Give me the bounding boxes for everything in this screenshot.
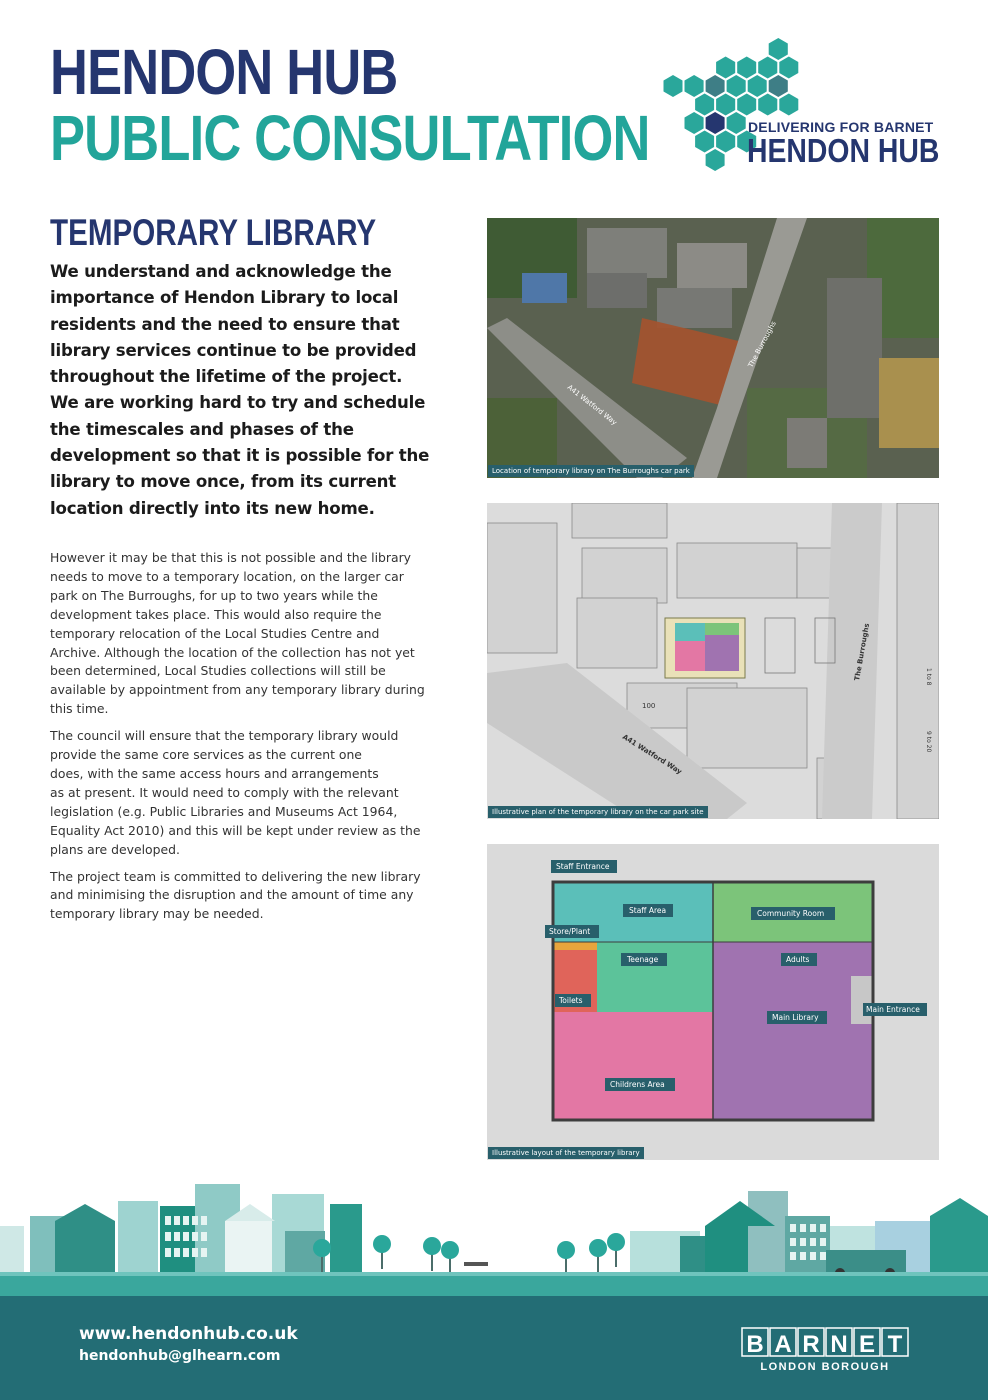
window [183, 1248, 189, 1257]
logo-hexagon [758, 94, 777, 116]
logo-hexagon [716, 131, 735, 153]
window [201, 1232, 207, 1241]
logo-hexagon [716, 57, 735, 79]
tree [607, 1233, 625, 1251]
window [790, 1238, 796, 1246]
logo-name: HENDON HUB [747, 132, 940, 169]
window [201, 1248, 207, 1257]
building [330, 1204, 362, 1276]
label-main-entrance: Main Entrance [866, 1005, 920, 1014]
road-label: A41 Watford Way [565, 383, 619, 427]
label-community-room: Community Room [757, 909, 825, 918]
paragraph: The project team is committed to delivering the new library and minimising the disruption and the amount of time any temporary library may be needed. [50, 868, 421, 922]
barnet-letter: N [830, 1331, 848, 1358]
title-line1: HENDON HUB [50, 36, 398, 108]
barnet-letter: A [774, 1331, 792, 1358]
window [810, 1238, 816, 1246]
plot-number: 9 to 20 [925, 731, 932, 753]
tree [313, 1239, 331, 1257]
library-layout [487, 844, 939, 1160]
window [790, 1224, 796, 1232]
room-childrens [553, 1012, 713, 1120]
road-label: A41 Watford Way [620, 732, 684, 776]
room-main-library [713, 942, 873, 1120]
window [810, 1224, 816, 1232]
window [174, 1232, 180, 1241]
window [174, 1216, 180, 1225]
plot-number: 100 [642, 702, 656, 710]
label-toilets: Toilets [559, 996, 583, 1005]
plot-number: 1 to 8 [925, 668, 932, 686]
label-staff-area: Staff Area [629, 906, 667, 915]
label-teenage: Teenage [627, 955, 659, 964]
window [820, 1224, 826, 1232]
logo-hexagon [706, 112, 725, 134]
room-store [553, 942, 597, 950]
label-adults: Adults [786, 955, 810, 964]
road [0, 1276, 988, 1296]
barnet-letter: E [858, 1331, 876, 1358]
logo-hexagon [685, 75, 704, 97]
logo-hexagon [769, 38, 788, 60]
image-caption: Illustrative plan of the temporary library on the car park site [488, 806, 708, 818]
logo-hexagon [695, 94, 714, 116]
logo-hexagon [737, 57, 756, 79]
site-plan-graphic [487, 503, 939, 819]
skyline-illustration [0, 1176, 988, 1296]
logo-hexagon [695, 131, 714, 153]
building [225, 1221, 275, 1276]
window [165, 1216, 171, 1225]
building [748, 1191, 788, 1276]
window [192, 1248, 198, 1257]
label-childrens-area: Childrens Area [610, 1080, 665, 1089]
barnet-logo [740, 1326, 910, 1374]
window [810, 1252, 816, 1260]
roof [55, 1204, 115, 1221]
window [165, 1248, 171, 1257]
logo-hexagon [716, 94, 735, 116]
barnet-letter: R [802, 1331, 820, 1358]
window [183, 1232, 189, 1241]
logo-hexagon [685, 112, 704, 134]
logo-hexagon [779, 94, 798, 116]
tree [441, 1241, 459, 1259]
aerial-photo [487, 218, 939, 478]
window [183, 1216, 189, 1225]
logo-hexagon [727, 112, 746, 134]
window [800, 1252, 806, 1260]
logo-hexagon [664, 75, 683, 97]
room-teenage [597, 942, 713, 1012]
logo-hexagon [727, 75, 746, 97]
site-plan [487, 503, 939, 819]
window [165, 1232, 171, 1241]
window [174, 1248, 180, 1257]
label-store-plant: Store/Plant [549, 927, 591, 936]
building [0, 1226, 24, 1276]
road-label: The Burroughs [746, 319, 778, 369]
logo-hexagon [706, 149, 725, 171]
tree [589, 1239, 607, 1257]
label-main-library: Main Library [772, 1013, 819, 1022]
window [790, 1252, 796, 1260]
roof [930, 1198, 988, 1216]
barnet-letter: T [887, 1331, 903, 1358]
tree [557, 1241, 575, 1259]
image-caption: Illustrative layout of the temporary library [488, 1147, 644, 1159]
paragraph: However it may be that this is not possible and the library needs to move to a temporary location, on the larger car park on The Burroughs, for up to two years while the development takes place. This would also require the temporary relocation of the Local Studies Centre and Archive. Although the location of the collection has not yet been determined, Local Studies collections will still be available by appointment from any temporary library during this time. [50, 550, 425, 717]
label-staff-entrance: Staff Entrance [556, 862, 610, 871]
window [820, 1238, 826, 1246]
window [201, 1216, 207, 1225]
body-text [50, 549, 450, 932]
tree [423, 1237, 441, 1255]
logo-tagline: DELIVERING FOR BARNET [748, 119, 934, 135]
building [118, 1201, 158, 1276]
paragraph: The council will ensure that the temporary library would provide the same core services as the current one does, with the same access hours and arrangements as at present. It would need to comply with the relevant legislation (e.g. Public Libraries and Museums Act 1964, Equality Act 2010) and this will be kept under review as the plans are developed. [50, 728, 421, 857]
window [192, 1216, 198, 1225]
tree [373, 1235, 391, 1253]
barnet-letter: B [746, 1331, 764, 1358]
bench [464, 1262, 488, 1266]
logo-hexagon [758, 57, 777, 79]
logo-hexagon [779, 57, 798, 79]
window [800, 1238, 806, 1246]
email-link[interactable]: hendonhub@glhearn.com [79, 1348, 281, 1364]
logo-hexagon [748, 75, 767, 97]
lead-paragraph: We understand and acknowledge the importance of Hendon Library to local residents and the need to ensure that library services continue to be provided throughout the lifetime of the project. We are working hard to try and schedule the timescales and phases of the development so that it is possible for the library to move once, from its current location directly into its new home. [50, 262, 430, 518]
window [800, 1224, 806, 1232]
title-line2: PUBLIC CONSULTATION [50, 102, 650, 174]
logo-hexagon [737, 94, 756, 116]
floor-plan [487, 844, 939, 1160]
building [930, 1216, 988, 1276]
road-label: The Burroughs [853, 622, 872, 682]
section-title: TEMPORARY LIBRARY [50, 212, 377, 253]
building [55, 1221, 115, 1276]
aerial-photo-graphic [487, 218, 939, 478]
logo-hexagon [769, 75, 788, 97]
logo-hexagon [706, 75, 725, 97]
council-subtitle: LONDON BOROUGH [760, 1361, 890, 1373]
window [192, 1232, 198, 1241]
window [820, 1252, 826, 1260]
image-caption: Location of temporary library on The Burroughs car park [488, 465, 694, 477]
website-link[interactable]: www.hendonhub.co.uk [79, 1324, 298, 1344]
